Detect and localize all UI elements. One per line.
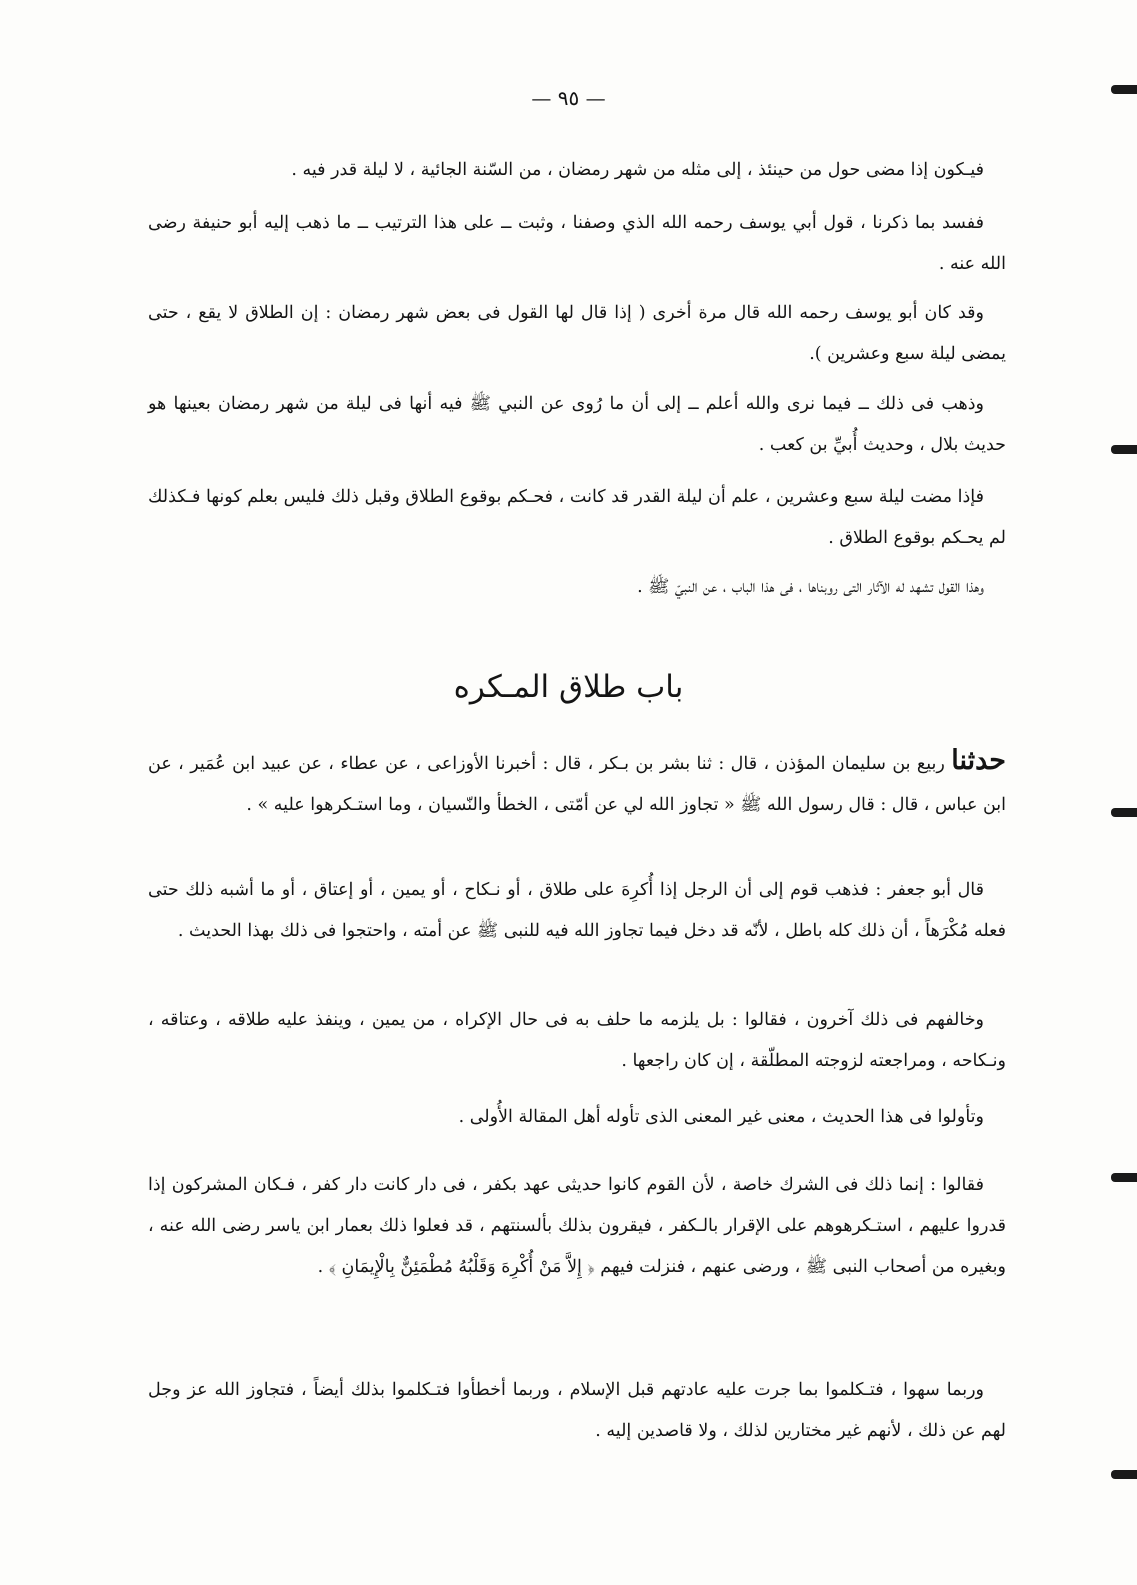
margin-mark <box>1111 808 1137 817</box>
paragraph-forgetfulness: وربما سهوا ، فتـكلموا بما جرت عليه عادتهم قبل الإسلام ، وربما أخطأوا فتـكلموا بذلك أيضاً ، فتجاوز الله عز وجل لهم عن ذلك ، لأنهم غير مختارين لذلك ، ولا قاصدين إليه . <box>148 1380 1006 1441</box>
paragraph-1: فيـكون إذا مضى حول من حينئذ ، إلى مثله من شهر رمضان ، من السّنة الجائية ، لا ليلة قدر فيه . <box>291 160 984 180</box>
margin-mark <box>1111 1173 1137 1182</box>
paragraph-2: ففسد بما ذكرنا ، قول أبي يوسف رحمه الله الذي وصفنا ، وثبت ــ على هذا الترتيب ــ ما ذهب إليه أبو حنيفة رضى الله عنه . <box>148 213 1006 274</box>
hadith-text: ربيع بن سليمان المؤذن ، قال : ثنا بشر بن بـكر ، قال : أخبرنا الأوزاعى ، عن عطاء ، عن عبيد ابن عُمَير ، عن ابن عباس ، قال : قال رسول الله ﷺ « تجاوز الله لي عن أمّتى ، الخطأ والنّسيان ، وما استـكرهوا عليه » . <box>148 754 1006 815</box>
hadith-lead-word: حدثنا <box>951 745 1006 776</box>
paragraph-3: وقد كان أبو يوسف رحمه الله قال مرة أخرى ( إذا قال لها القول فى بعض شهر رمضان : إن الطلاق لا يقع ، حتى يمضى ليلة سبع وعشرين ). <box>148 303 1006 364</box>
paragraph-shirk: فقالوا : إنما ذلك فى الشرك خاصة ، لأن القوم كانوا حديثى عهد بكفر ، فى دار كانت دار كفر ، فـكان المشركون إذا قدروا عليهم ، استـكرهوهم على الإقرار بالـكفر ، فيقرون بذلك بألسنتهم ، قد فعلوا ذلك بعمار ابن ياسر رضى الله عنه ، وبغيره من أصحاب النبى ﷺ ، ورضى عنهم ، فنزلت فيهم ﴿ إِلاَّ مَنْ أُكْرِهَ وَقَلْبُهُ مُطْمَئِنٌّ بِالْإِيمَانِ ﴾ . <box>148 1175 1006 1277</box>
chapter-heading: باب طلاق المـكره <box>453 669 684 705</box>
margin-mark <box>1111 85 1137 94</box>
paragraph-opponents: وخالفهم فى ذلك آخرون ، فقالوا : بل يلزمه ما حلف به فى حال الإكراه ، من يمين ، وينفذ عليه طلاقه ، وعتاقه ، ونـكاحه ، ومراجعته لزوجته المطلّقة ، إن كان راجعها . <box>148 1010 1006 1071</box>
hadith-paragraph <box>148 740 1006 826</box>
margin-mark <box>1111 445 1137 454</box>
paragraph-interpretation: وتأولوا فى هذا الحديث ، معنى غير المعنى الذى تأوله أهل المقالة الأُولى . <box>458 1107 984 1127</box>
paragraph-5: فإذا مضت ليلة سبع وعشرين ، علم أن ليلة القدر قد كانت ، فحـكم بوقوع الطلاق وقبل ذلك فليس بعلم كونها فـكذلك لم يحـكم بوقوع الطلاق . <box>148 487 1006 548</box>
page-number: — ٩٥ — <box>531 86 606 110</box>
paragraph-4: وذهب فى ذلك ــ فيما نرى والله أعلم ــ إلى أن ما رُوى عن النبي ﷺ فيه أنها فى ليلة من شهر رمضان بعينها هو حديث بلال ، وحديث أُبيِّ بن كعب . <box>148 394 1006 455</box>
paragraph-abu-jafar: قال أبو جعفر : فذهب قوم إلى أن الرجل إذا أُكرِهَ على طلاق ، أو نـكاح ، أو يمين ، أو إعتاق ، أو ما أشبه ذلك حتى فعله مُكْرَهاً ، أن ذلك كله باطل ، لأنّه قد دخل فيما تجاوز الله فيه للنبى ﷺ عن أمته ، واحتجوا فى ذلك بهذا الحديث . <box>148 880 1006 941</box>
paragraph-6: وهذا القول تشهد له الآثار التى روبناها ، فى هذا الباب ، عن النبيّ ﷺ . <box>637 577 984 597</box>
margin-mark <box>1111 1470 1137 1479</box>
